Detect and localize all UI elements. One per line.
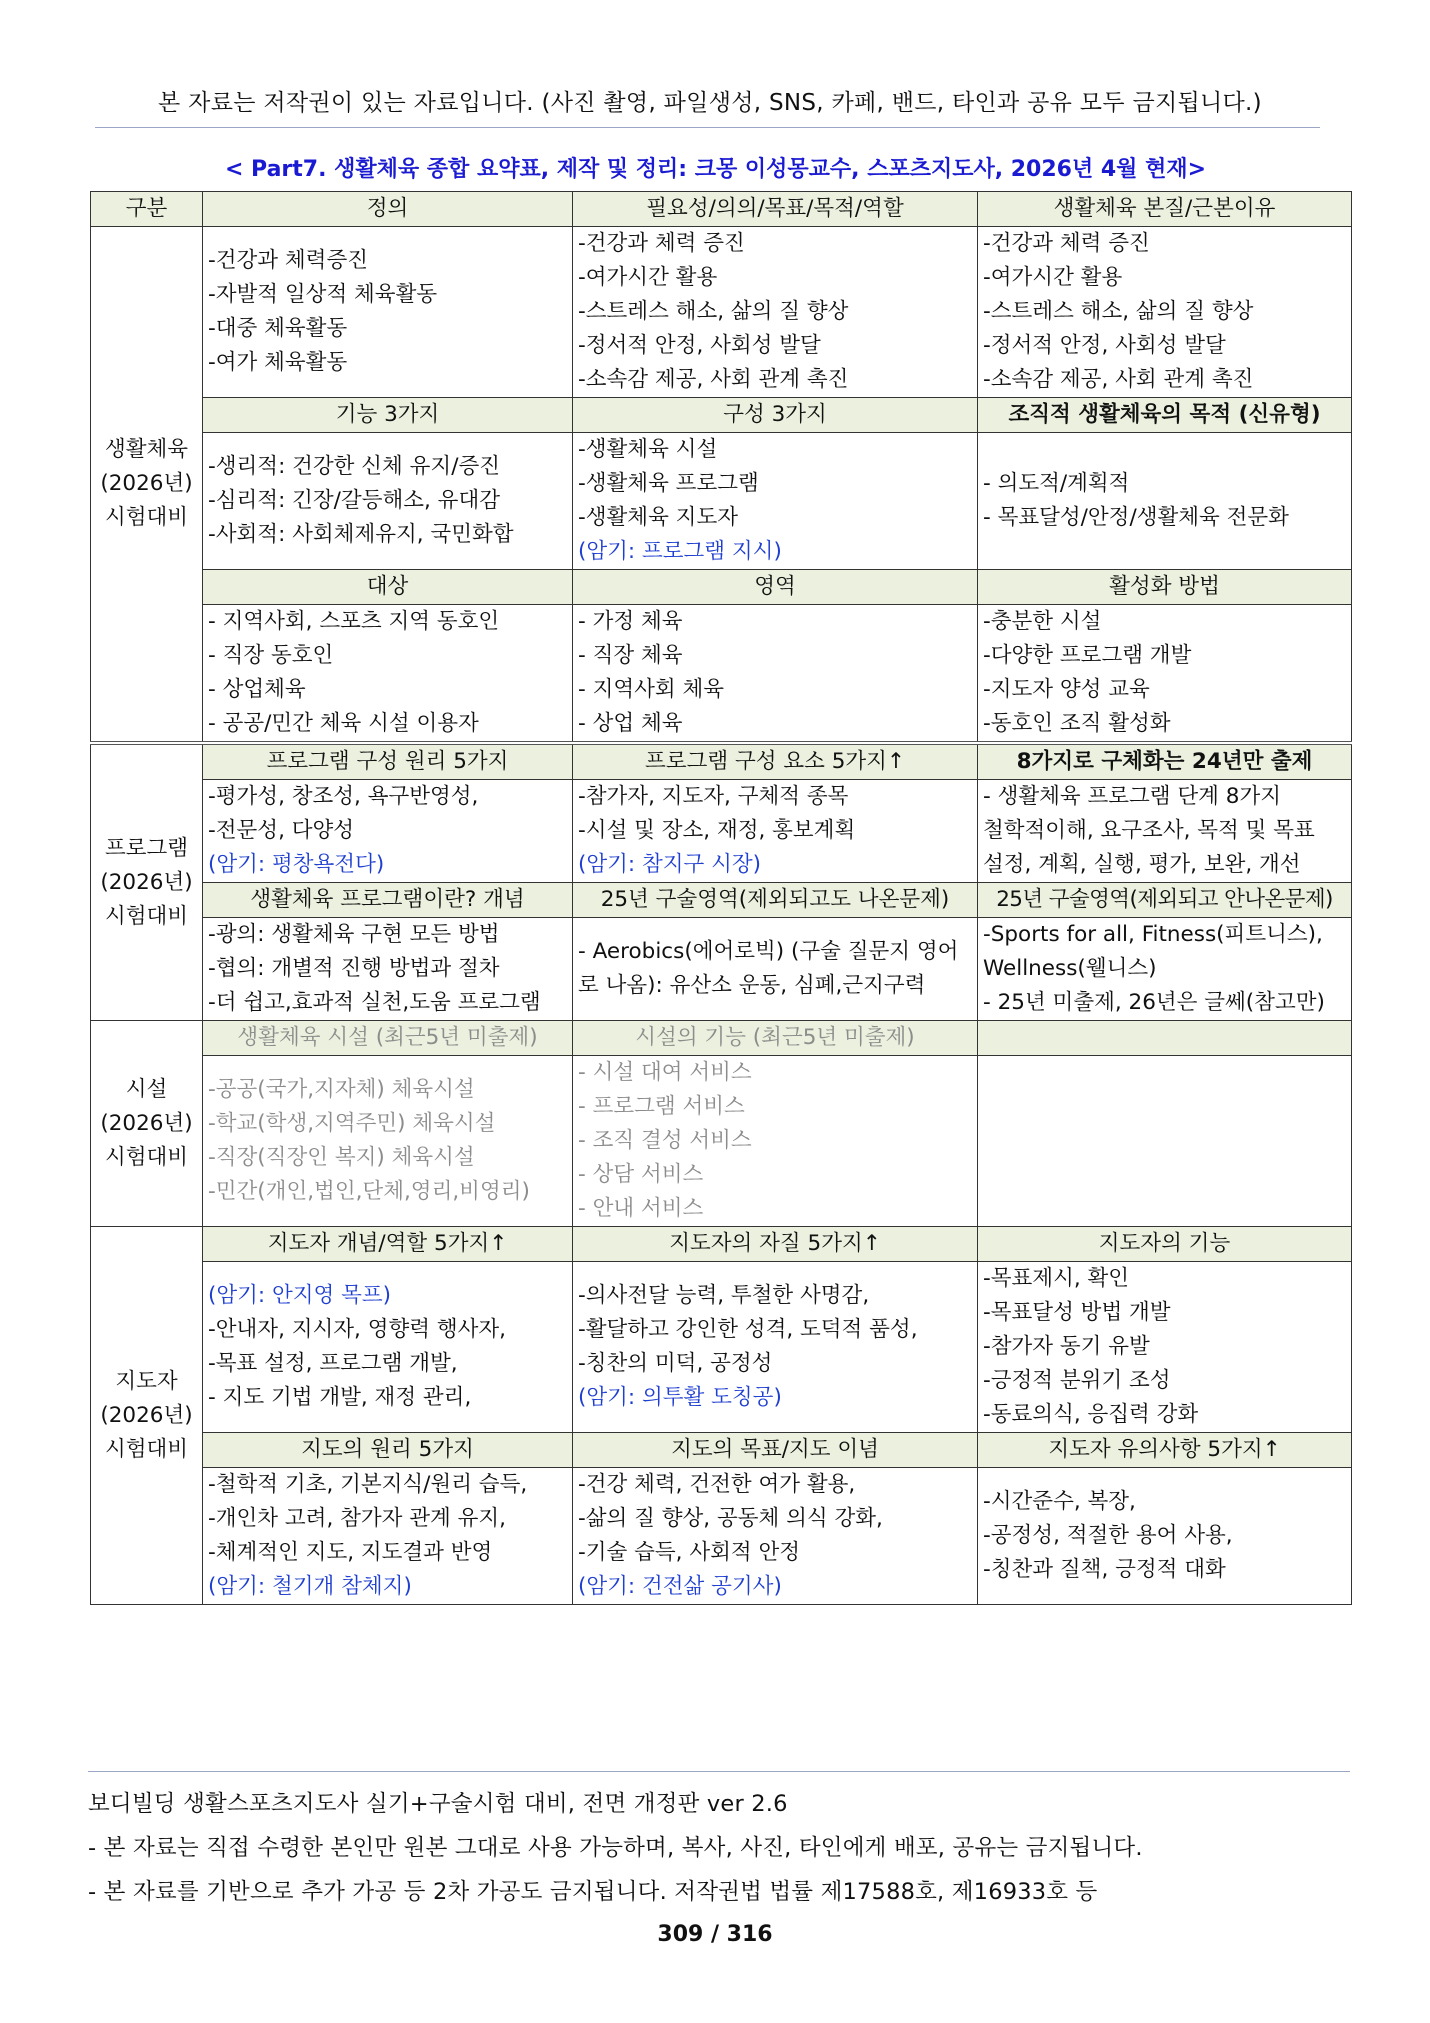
- table-row: [91, 433, 1352, 570]
- sub-header: 8가지로 구체화는 24년만 출제: [978, 743, 1352, 780]
- cell-guidance-principles: -철학적 기초, 기본지식/원리 습득, -개인차 고려, 참가자 관계 유지, -체계적인 지도, 지도결과 반영 (암기: 철기개 참체지): [203, 1468, 573, 1605]
- footer-rule: [88, 1771, 1350, 1772]
- cell-leader-qualities: -의사전달 능력, 투철한 사명감, -활달하고 강인한 성격, 도덕적 품성, -칭찬의 미덕, 공정성 (암기: 의투활 도칭공): [573, 1262, 978, 1433]
- cell-program-stages: - 생활체육 프로그램 단계 8가지 철학적이해, 요구조사, 목적 및 목표 설정, 계획, 실행, 평가, 보완, 개선: [978, 780, 1352, 883]
- sub-header-row: [91, 883, 1352, 918]
- col-header-essence: 생활체육 본질/근본이유: [978, 192, 1352, 227]
- table-row: [91, 1056, 1352, 1227]
- table-row: [91, 1262, 1352, 1433]
- table-row: [91, 227, 1352, 398]
- sub-header: 생활체육 시설 (최근5년 미출제): [203, 1021, 573, 1056]
- footer-notice-2: - 본 자료를 기반으로 추가 가공 등 2차 가공도 금지됩니다. 저작권법 법률 제17588호, 제16933호 등: [88, 1879, 1098, 1905]
- cell-activation: -충분한 시설 -다양한 프로그램 개발 -지도자 양성 교육 -동호인 조직 활성화: [978, 605, 1352, 744]
- sub-header: 활성화 방법: [978, 570, 1352, 605]
- col-header-category: 구분: [91, 192, 203, 227]
- cell-facility-functions: - 시설 대여 서비스 - 프로그램 서비스 - 조직 결성 서비스 - 상담 서비스 - 안내 서비스: [573, 1056, 978, 1227]
- cell-definition: -건강과 체력증진 -자발적 일상적 체육활동 -대중 체육활동 -여가 체육활동: [203, 227, 573, 398]
- sub-header-row: [91, 1433, 1352, 1468]
- cell-empty: [978, 1056, 1352, 1227]
- cell-guidance-goals: -건강 체력, 건전한 여가 활용, -삶의 질 향상, 공동체 의식 강화, -기술 습득, 사회적 안정 (암기: 건전삶 공기사): [573, 1468, 978, 1605]
- sub-header: 지도자 개념/역할 5가지↑: [203, 1227, 573, 1262]
- cell-oral-asked: - Aerobics(에어로빅) (구술 질문지 영어 로 나옴): 유산소 운동, 심폐,근지구력: [573, 918, 978, 1021]
- sub-header: 구성 3가지: [573, 398, 978, 433]
- cell-leader-functions: -목표제시, 확인 -목표달성 방법 개발 -참가자 동기 유발 -긍정적 분위기 조성 -동료의식, 응집력 강화: [978, 1262, 1352, 1433]
- cell-essence: -건강과 체력 증진 -여가시간 활용 -스트레스 해소, 삶의 질 향상 -정서적 안정, 사회성 발달 -소속감 제공, 사회 관계 촉진: [978, 227, 1352, 398]
- col-header-definition: 정의: [203, 192, 573, 227]
- footer-notice-1: - 본 자료는 직접 수령한 본인만 원본 그대로 사용 가능하며, 복사, 사진, 타인에게 배포, 공유는 금지됩니다.: [88, 1835, 1143, 1861]
- page-number: 309 / 316: [657, 1922, 773, 1947]
- sub-header-row: [91, 1227, 1352, 1262]
- copyright-notice: 본 자료는 저작권이 있는 자료입니다. (사진 촬영, 파일생성, SNS, 카페, 밴드, 타인과 공유 모두 금지됩니다.): [158, 90, 1262, 116]
- sub-header: 지도의 목표/지도 이념: [573, 1433, 978, 1468]
- section-category-facility: 시설 (2026년) 시험대비: [91, 1021, 203, 1227]
- cell-program-concept: -광의: 생활체육 구현 모든 방법 -협의: 개별적 진행 방법과 절차 -더 쉽고,효과적 실천,도움 프로그램: [203, 918, 573, 1021]
- sub-header: 프로그램 구성 원리 5가지: [203, 743, 573, 780]
- sub-header: 프로그램 구성 요소 5가지↑: [573, 743, 978, 780]
- sub-header: 시설의 기능 (최근5년 미출제): [573, 1021, 978, 1056]
- section-category-program: 프로그램 (2026년) 시험대비: [91, 743, 203, 1021]
- col-header-necessity: 필요성/의의/목표/목적/역할: [573, 192, 978, 227]
- sub-header-row: [91, 570, 1352, 605]
- cell-purpose: - 의도적/계획적 - 목표달성/안정/생활체육 전문화: [978, 433, 1352, 570]
- sub-header: 생활체육 프로그램이란? 개념: [203, 883, 573, 918]
- sub-header: 대상: [203, 570, 573, 605]
- sub-header: 25년 구술영역(제외되고 안나온문제): [978, 883, 1352, 918]
- sub-header-row: [91, 743, 1352, 780]
- table-row: [91, 1468, 1352, 1605]
- cell-areas: - 가정 체육 - 직장 체육 - 지역사회 체육 - 상업 체육: [573, 605, 978, 744]
- page-title: < Part7. 생활체육 종합 요약표, 제작 및 정리: 크몽 이성몽교수, 스포츠지도사, 2026년 4월 현재>: [224, 157, 1207, 182]
- cell-leader-roles: (암기: 안지영 목프) -안내자, 지시자, 영향력 행사자, -목표 설정, 프로그램 개발, - 지도 기법 개발, 재정 관리,: [203, 1262, 573, 1433]
- sub-header: [978, 1021, 1352, 1056]
- footer-version: 보디빌딩 생활스포츠지도사 실기+구술시험 대비, 전면 개정판 ver 2.6: [88, 1791, 788, 1817]
- sub-header: 조직적 생활체육의 목적 (신유형): [978, 398, 1352, 433]
- sub-header-row: [91, 1021, 1352, 1056]
- header-rule: [95, 127, 1320, 128]
- cell-leader-cautions: -시간준수, 복장, -공정성, 적절한 용어 사용, -칭찬과 질책, 긍정적 대화: [978, 1468, 1352, 1605]
- cell-necessity: -건강과 체력 증진 -여가시간 활용 -스트레스 해소, 삶의 질 향상 -정서적 안정, 사회성 발달 -소속감 제공, 사회 관계 촉진: [573, 227, 978, 398]
- sub-header: 지도의 원리 5가지: [203, 1433, 573, 1468]
- cell-targets: - 지역사회, 스포츠 지역 동호인 - 직장 동호인 - 상업체육 - 공공/민간 체육 시설 이용자: [203, 605, 573, 744]
- section-category-leader: 지도자 (2026년) 시험대비: [91, 1227, 203, 1605]
- sub-header: 25년 구술영역(제외되고도 나온문제): [573, 883, 978, 918]
- section-category-life-sports: 생활체육 (2026년) 시험대비: [91, 227, 203, 744]
- sub-header: 지도자 유의사항 5가지↑: [978, 1433, 1352, 1468]
- table-row: [91, 605, 1352, 744]
- sub-header: 지도자의 기능: [978, 1227, 1352, 1262]
- cell-program-principles: -평가성, 창조성, 욕구반영성, -전문성, 다양성 (암기: 평창욕전다): [203, 780, 573, 883]
- cell-components: -생활체육 시설 -생활체육 프로그램 -생활체육 지도자 (암기: 프로그램 지시): [573, 433, 978, 570]
- cell-oral-not-asked: -Sports for all, Fitness(피트니스), Wellness(웰니스) - 25년 미출제, 26년은 글쎄(참고만): [978, 918, 1352, 1021]
- sub-header: 지도자의 자질 5가지↑: [573, 1227, 978, 1262]
- sub-header: 기능 3가지: [203, 398, 573, 433]
- cell-functions: -생리적: 건강한 신체 유지/증진 -심리적: 긴장/갈등해소, 유대감 -사회적: 사회체제유지, 국민화합: [203, 433, 573, 570]
- summary-table: [90, 191, 1352, 1605]
- sub-header: 영역: [573, 570, 978, 605]
- table-row: [91, 918, 1352, 1021]
- sub-header-row: [91, 398, 1352, 433]
- cell-program-elements: -참가자, 지도자, 구체적 종목 -시설 및 장소, 재정, 홍보계획 (암기: 참지구 시장): [573, 780, 978, 883]
- cell-facility-types: -공공(국가,지자체) 체육시설 -학교(학생,지역주민) 체육시설 -직장(직장인 복지) 체육시설 -민간(개인,법인,단체,영리,비영리): [203, 1056, 573, 1227]
- table-row: [91, 780, 1352, 883]
- table-header-row: [91, 192, 1352, 227]
